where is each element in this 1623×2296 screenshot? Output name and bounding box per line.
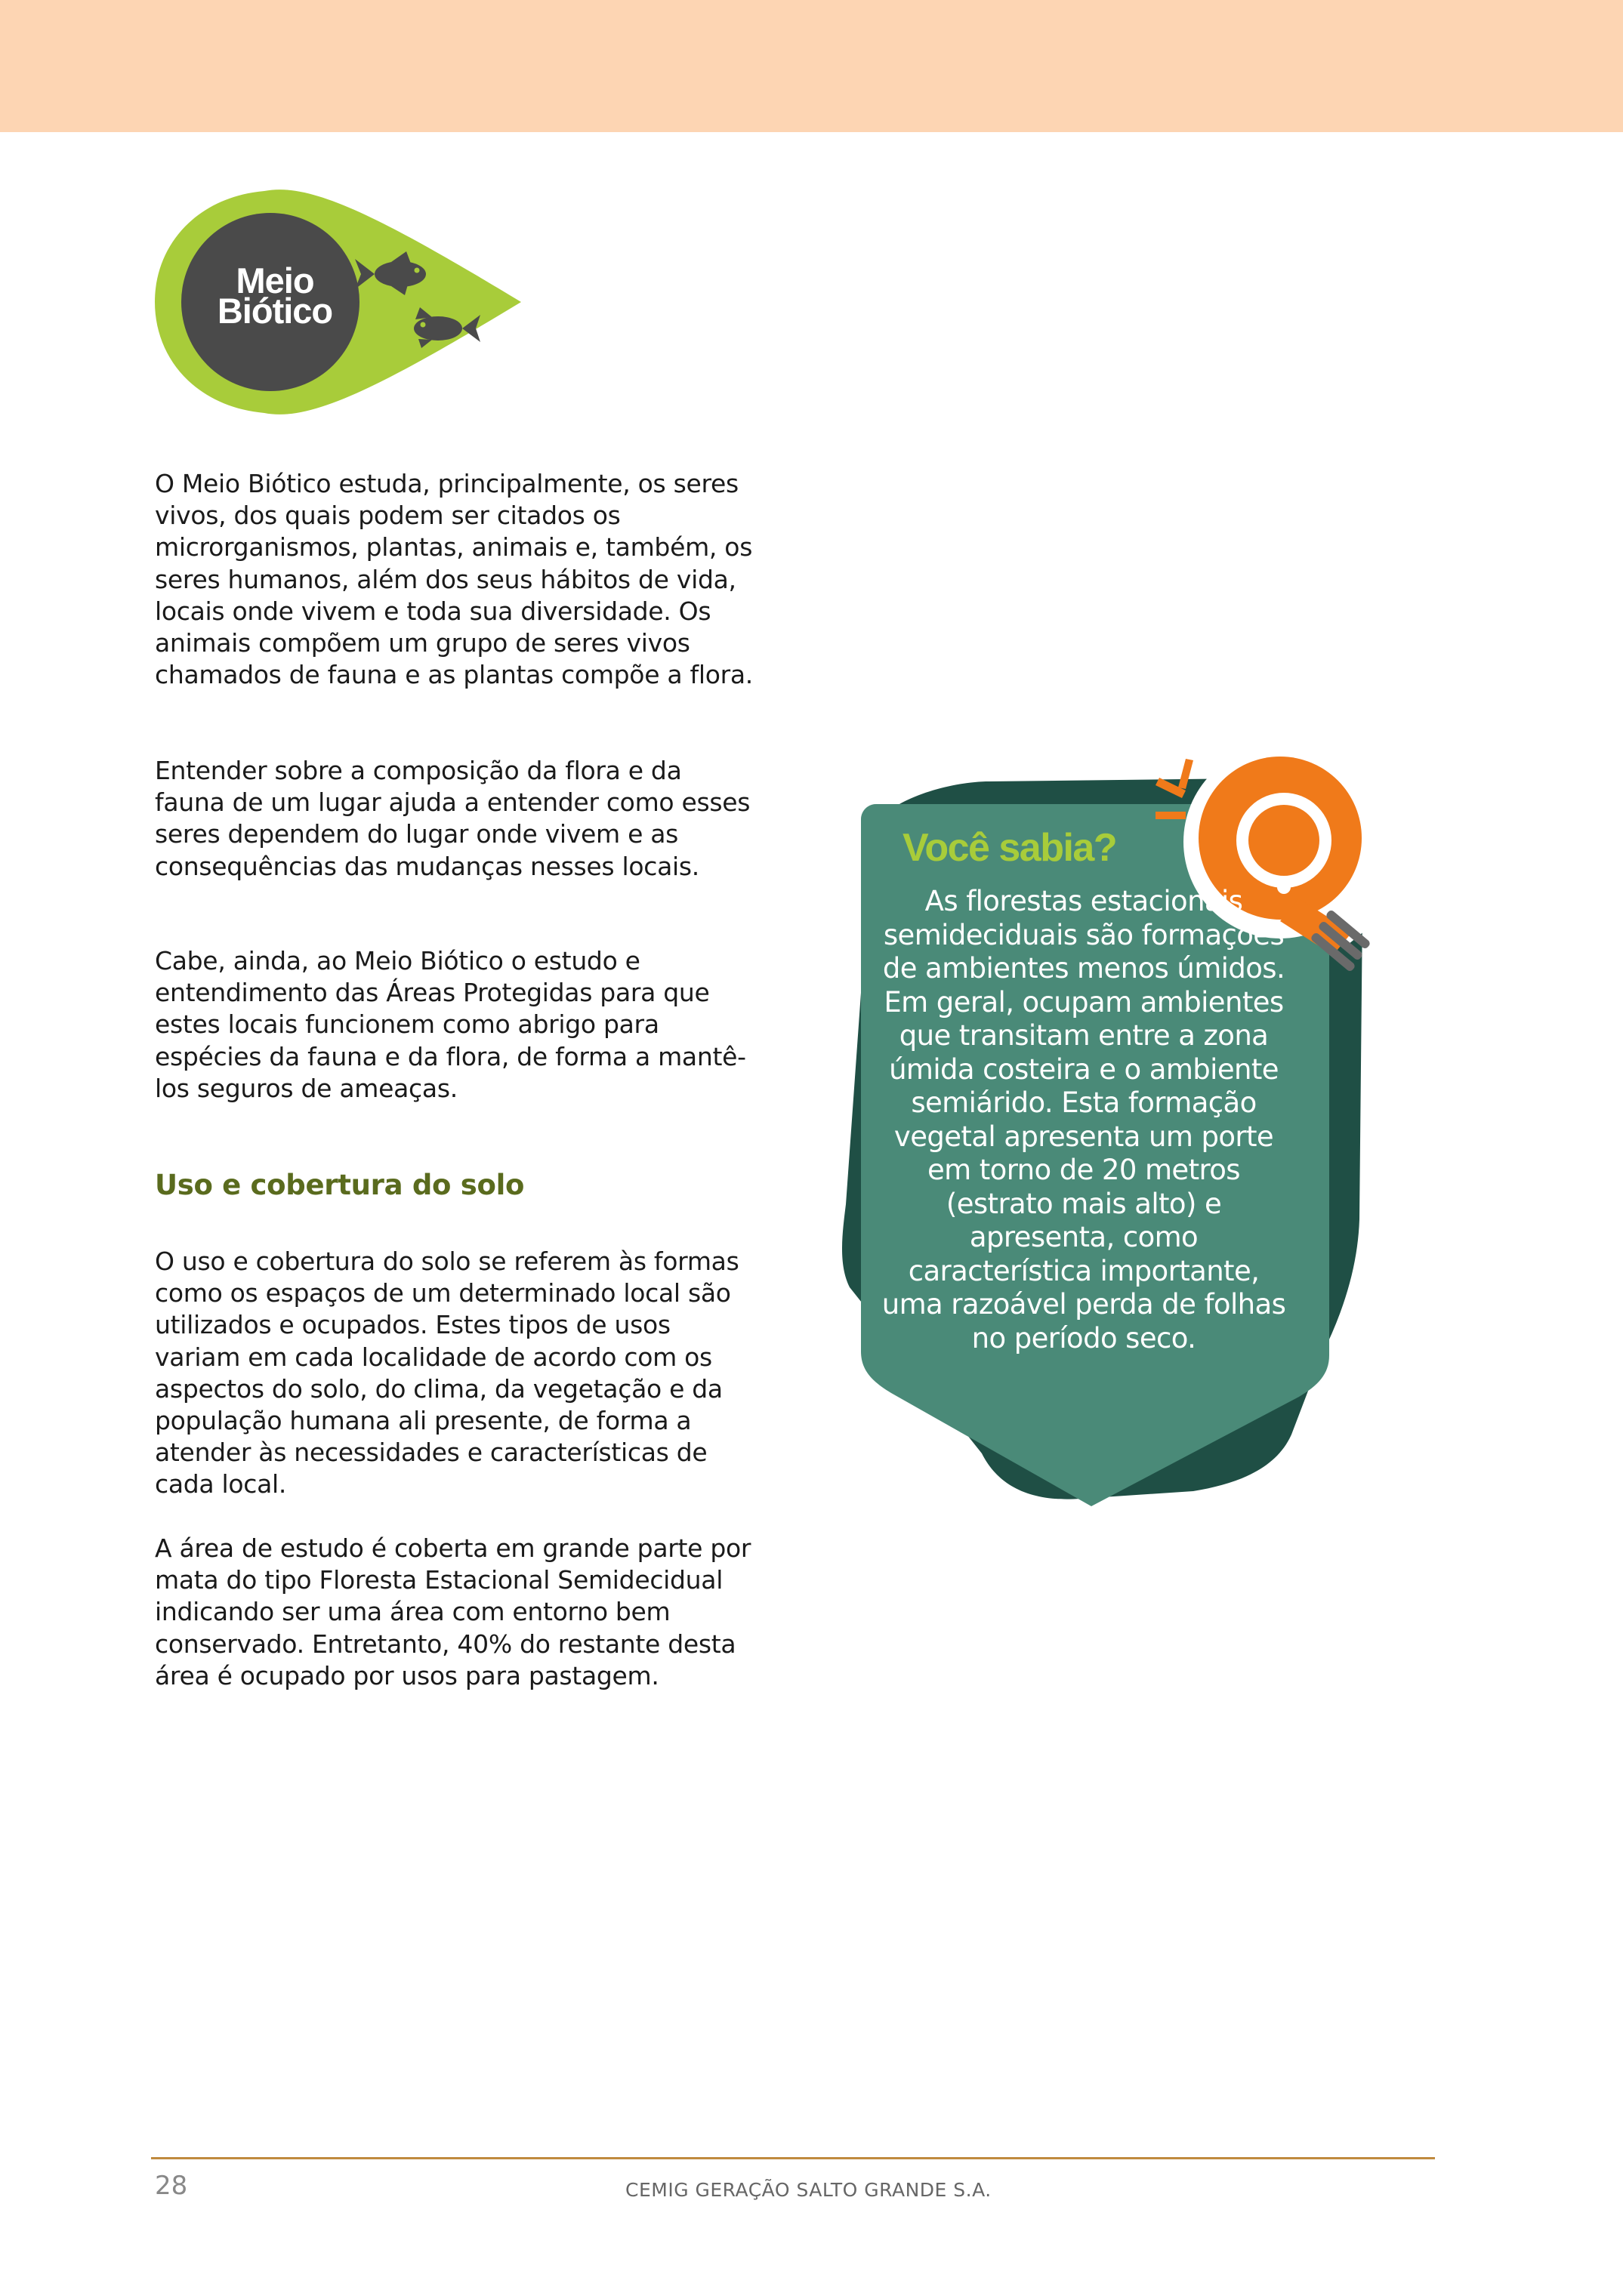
- page-number: 28: [155, 2171, 188, 2201]
- section-heading: Uso e cobertura do solo: [155, 1169, 525, 1201]
- paragraph-study-area: A área de estudo é coberta em grande parte por mata do tipo Floresta Estacional Semidecidual indicando ser uma área com entorno bem conservado. Entretanto, 40% do restante desta área é ocupado por usos para pastagem.: [155, 1533, 751, 1690]
- sidebar-text: As florestas estacionais semideciduais são formações de ambientes menos úmidos. Em geral, ocupam ambientes que transitam entre a zona úmida costeira e o ambiente semiárido. Esta formação vegetal apresenta um porte em torno de 20 metros (estrato mais alto) e apresenta, como característica importante, uma razoável perda de folhas no período seco.: [881, 885, 1286, 1354]
- logo-title: [175, 260, 375, 331]
- footer-rule: [151, 2157, 1435, 2159]
- paragraph-intro: O Meio Biótico estuda, principalmente, os seres vivos, dos quais podem ser citados os microrganismos, plantas, animais e, também, os seres humanos, além dos seus hábitos de vida, locais onde vivem e toda sua diversidade. Os animais compõem um grupo de seres vivos chamados de fauna e as plantas compõe a flora.: [155, 469, 753, 690]
- sidebar-title: Você sabia?: [903, 826, 1117, 870]
- paragraph-flora-fauna: Entender sobre a composição da flora e da fauna de um lugar ajuda a entender como esses seres dependem do lugar onde vivem e as consequências das mudanças nesses locais.: [155, 756, 751, 881]
- paragraph-land-use: O uso e cobertura do solo se referem às formas como os espaços de um determinado local são utilizados e ocupados. Estes tipos de usos variam em cada localidade de acordo com os aspectos do solo, do clima, da vegetação e da população humana ali presente, de forma a atender às necessidades e características de cada local.: [155, 1247, 739, 1499]
- logo-title-line2: Biótico: [217, 291, 333, 331]
- logo-title-line1: Meio: [236, 260, 314, 300]
- paragraph-protected-areas: Cabe, ainda, ao Meio Biótico o estudo e entendimento das Áreas Protegidas para que estes locais funcionem como abrigo para espécies da fauna e da flora, de forma a mantê-los seguros de ameaças.: [155, 946, 746, 1103]
- header-band: [0, 0, 1623, 132]
- footer-company: CEMIG GERAÇÃO SALTO GRANDE S.A.: [625, 2179, 992, 2201]
